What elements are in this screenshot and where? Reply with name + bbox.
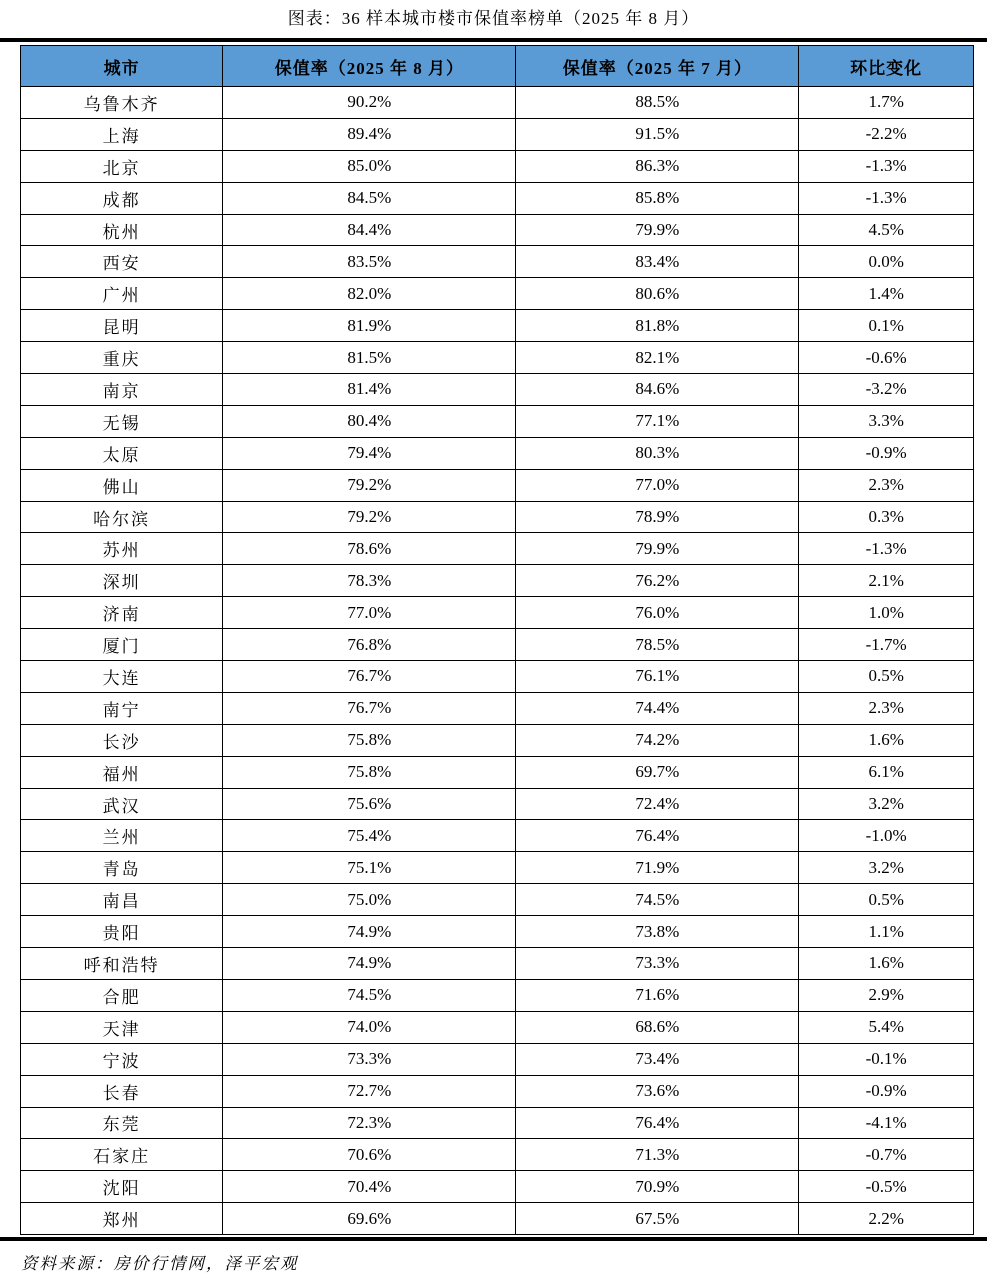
value-cell: 3.2%	[799, 788, 974, 820]
value-cell: 73.8%	[516, 916, 799, 948]
value-cell: 4.5%	[799, 214, 974, 246]
column-header-3: 环比变化	[799, 46, 974, 87]
table-row	[21, 374, 974, 406]
value-cell: 3.2%	[799, 852, 974, 884]
value-cell: 0.0%	[799, 246, 974, 278]
value-cell: 72.4%	[516, 788, 799, 820]
value-cell: 2.3%	[799, 692, 974, 724]
city-cell: 南昌	[21, 884, 223, 916]
value-cell: 76.4%	[516, 1107, 799, 1139]
value-cell: 74.9%	[223, 916, 516, 948]
table-row	[21, 1139, 974, 1171]
city-cell: 石家庄	[21, 1139, 223, 1171]
value-cell: 76.7%	[223, 661, 516, 693]
value-cell: 81.4%	[223, 374, 516, 406]
table-row	[21, 533, 974, 565]
city-cell: 长春	[21, 1075, 223, 1107]
value-cell: 80.6%	[516, 278, 799, 310]
value-cell: 77.1%	[516, 405, 799, 437]
value-cell: -3.2%	[799, 374, 974, 406]
table-row	[21, 979, 974, 1011]
table-row	[21, 565, 974, 597]
value-cell: 73.6%	[516, 1075, 799, 1107]
city-cell: 乌鲁木齐	[21, 87, 223, 119]
table-row	[21, 246, 974, 278]
table-row	[21, 310, 974, 342]
value-cell: 79.2%	[223, 501, 516, 533]
value-cell: 80.4%	[223, 405, 516, 437]
value-cell: 70.4%	[223, 1171, 516, 1203]
value-cell: -0.6%	[799, 342, 974, 374]
table-row	[21, 182, 974, 214]
value-cell: 0.5%	[799, 884, 974, 916]
value-cell: 75.0%	[223, 884, 516, 916]
value-cell: 73.3%	[516, 948, 799, 980]
value-cell: -0.7%	[799, 1139, 974, 1171]
city-cell: 南京	[21, 374, 223, 406]
city-cell: 武汉	[21, 788, 223, 820]
value-cell: 71.3%	[516, 1139, 799, 1171]
value-cell: -0.9%	[799, 437, 974, 469]
value-cell: 78.5%	[516, 629, 799, 661]
city-cell: 呼和浩特	[21, 948, 223, 980]
table-row	[21, 405, 974, 437]
city-cell: 昆明	[21, 310, 223, 342]
value-cell: 1.1%	[799, 916, 974, 948]
value-cell: 88.5%	[516, 87, 799, 119]
value-cell: 2.1%	[799, 565, 974, 597]
city-cell: 青岛	[21, 852, 223, 884]
value-cell: 82.1%	[516, 342, 799, 374]
value-cell: 78.3%	[223, 565, 516, 597]
table-row	[21, 342, 974, 374]
top-rule	[0, 38, 987, 42]
retention-rate-table	[20, 45, 974, 1235]
value-cell: 74.4%	[516, 692, 799, 724]
value-cell: -1.3%	[799, 182, 974, 214]
value-cell: 5.4%	[799, 1011, 974, 1043]
value-cell: 75.8%	[223, 756, 516, 788]
value-cell: 79.9%	[516, 214, 799, 246]
table-row	[21, 150, 974, 182]
value-cell: 77.0%	[516, 469, 799, 501]
value-cell: 69.7%	[516, 756, 799, 788]
value-cell: 76.7%	[223, 692, 516, 724]
value-cell: 71.9%	[516, 852, 799, 884]
table-row	[21, 1075, 974, 1107]
value-cell: 68.6%	[516, 1011, 799, 1043]
value-cell: 2.3%	[799, 469, 974, 501]
city-cell: 无锡	[21, 405, 223, 437]
table-row	[21, 87, 974, 119]
value-cell: 1.4%	[799, 278, 974, 310]
value-cell: 74.2%	[516, 724, 799, 756]
value-cell: 84.6%	[516, 374, 799, 406]
figure-title: 图表：36 样本城市楼市保值率榜单（2025 年 8 月）	[287, 9, 700, 28]
value-cell: 71.6%	[516, 979, 799, 1011]
value-cell: 82.0%	[223, 278, 516, 310]
value-cell: 3.3%	[799, 405, 974, 437]
value-cell: -1.3%	[799, 533, 974, 565]
value-cell: 83.5%	[223, 246, 516, 278]
table-row	[21, 118, 974, 150]
value-cell: 86.3%	[516, 150, 799, 182]
table-row	[21, 214, 974, 246]
city-cell: 北京	[21, 150, 223, 182]
value-cell: 74.5%	[223, 979, 516, 1011]
table-header-row	[21, 46, 974, 87]
value-cell: 75.8%	[223, 724, 516, 756]
city-cell: 佛山	[21, 469, 223, 501]
city-cell: 重庆	[21, 342, 223, 374]
city-cell: 哈尔滨	[21, 501, 223, 533]
value-cell: 83.4%	[516, 246, 799, 278]
value-cell: 79.9%	[516, 533, 799, 565]
city-cell: 贵阳	[21, 916, 223, 948]
table-container	[20, 45, 974, 1235]
city-cell: 西安	[21, 246, 223, 278]
table-row	[21, 629, 974, 661]
value-cell: 79.2%	[223, 469, 516, 501]
value-cell: 76.2%	[516, 565, 799, 597]
value-cell: 84.4%	[223, 214, 516, 246]
table-row	[21, 756, 974, 788]
value-cell: 79.4%	[223, 437, 516, 469]
value-cell: 1.0%	[799, 597, 974, 629]
value-cell: -0.9%	[799, 1075, 974, 1107]
city-cell: 济南	[21, 597, 223, 629]
value-cell: 76.4%	[516, 820, 799, 852]
value-cell: -0.5%	[799, 1171, 974, 1203]
value-cell: 0.5%	[799, 661, 974, 693]
table-row	[21, 884, 974, 916]
table-row	[21, 1171, 974, 1203]
value-cell: 81.9%	[223, 310, 516, 342]
value-cell: 73.4%	[516, 1043, 799, 1075]
value-cell: 74.5%	[516, 884, 799, 916]
table-row	[21, 501, 974, 533]
city-cell: 南宁	[21, 692, 223, 724]
table-row	[21, 948, 974, 980]
value-cell: 67.5%	[516, 1203, 799, 1235]
value-cell: 89.4%	[223, 118, 516, 150]
value-cell: -4.1%	[799, 1107, 974, 1139]
value-cell: 0.1%	[799, 310, 974, 342]
city-cell: 厦门	[21, 629, 223, 661]
column-header-2: 保值率（2025 年 7 月）	[516, 46, 799, 87]
value-cell: 2.2%	[799, 1203, 974, 1235]
value-cell: -1.0%	[799, 820, 974, 852]
value-cell: 85.8%	[516, 182, 799, 214]
table-row	[21, 788, 974, 820]
value-cell: 90.2%	[223, 87, 516, 119]
value-cell: 1.6%	[799, 724, 974, 756]
value-cell: -0.1%	[799, 1043, 974, 1075]
table-row	[21, 1011, 974, 1043]
value-cell: 75.4%	[223, 820, 516, 852]
value-cell: 84.5%	[223, 182, 516, 214]
city-cell: 兰州	[21, 820, 223, 852]
city-cell: 合肥	[21, 979, 223, 1011]
table-row	[21, 661, 974, 693]
city-cell: 大连	[21, 661, 223, 693]
value-cell: 70.6%	[223, 1139, 516, 1171]
value-cell: -1.7%	[799, 629, 974, 661]
column-header-1: 保值率（2025 年 8 月）	[223, 46, 516, 87]
value-cell: 81.5%	[223, 342, 516, 374]
value-cell: 72.3%	[223, 1107, 516, 1139]
value-cell: 78.9%	[516, 501, 799, 533]
city-cell: 宁波	[21, 1043, 223, 1075]
city-cell: 深圳	[21, 565, 223, 597]
table-row	[21, 724, 974, 756]
city-cell: 长沙	[21, 724, 223, 756]
value-cell: 80.3%	[516, 437, 799, 469]
value-cell: 69.6%	[223, 1203, 516, 1235]
bottom-rule	[0, 1237, 987, 1241]
value-cell: -1.3%	[799, 150, 974, 182]
city-cell: 成都	[21, 182, 223, 214]
table-row	[21, 278, 974, 310]
value-cell: 91.5%	[516, 118, 799, 150]
value-cell: 2.9%	[799, 979, 974, 1011]
value-cell: 1.7%	[799, 87, 974, 119]
value-cell: 73.3%	[223, 1043, 516, 1075]
column-header-0: 城市	[21, 46, 223, 87]
table-row	[21, 437, 974, 469]
value-cell: 76.8%	[223, 629, 516, 661]
data-source-note: 资料来源：房价行情网，泽平宏观	[21, 1254, 299, 1274]
table-row	[21, 916, 974, 948]
value-cell: 6.1%	[799, 756, 974, 788]
table-row	[21, 597, 974, 629]
city-cell: 东莞	[21, 1107, 223, 1139]
table-row	[21, 692, 974, 724]
table-row	[21, 1203, 974, 1235]
city-cell: 福州	[21, 756, 223, 788]
table-row	[21, 852, 974, 884]
city-cell: 太原	[21, 437, 223, 469]
value-cell: 1.6%	[799, 948, 974, 980]
value-cell: 81.8%	[516, 310, 799, 342]
city-cell: 沈阳	[21, 1171, 223, 1203]
value-cell: 74.9%	[223, 948, 516, 980]
city-cell: 广州	[21, 278, 223, 310]
value-cell: -2.2%	[799, 118, 974, 150]
value-cell: 77.0%	[223, 597, 516, 629]
value-cell: 72.7%	[223, 1075, 516, 1107]
value-cell: 85.0%	[223, 150, 516, 182]
value-cell: 75.6%	[223, 788, 516, 820]
value-cell: 74.0%	[223, 1011, 516, 1043]
city-cell: 郑州	[21, 1203, 223, 1235]
table-row	[21, 1043, 974, 1075]
value-cell: 76.0%	[516, 597, 799, 629]
value-cell: 76.1%	[516, 661, 799, 693]
table-row	[21, 820, 974, 852]
value-cell: 0.3%	[799, 501, 974, 533]
table-row	[21, 469, 974, 501]
city-cell: 杭州	[21, 214, 223, 246]
city-cell: 苏州	[21, 533, 223, 565]
table-row	[21, 1107, 974, 1139]
city-cell: 天津	[21, 1011, 223, 1043]
city-cell: 上海	[21, 118, 223, 150]
value-cell: 78.6%	[223, 533, 516, 565]
value-cell: 70.9%	[516, 1171, 799, 1203]
value-cell: 75.1%	[223, 852, 516, 884]
